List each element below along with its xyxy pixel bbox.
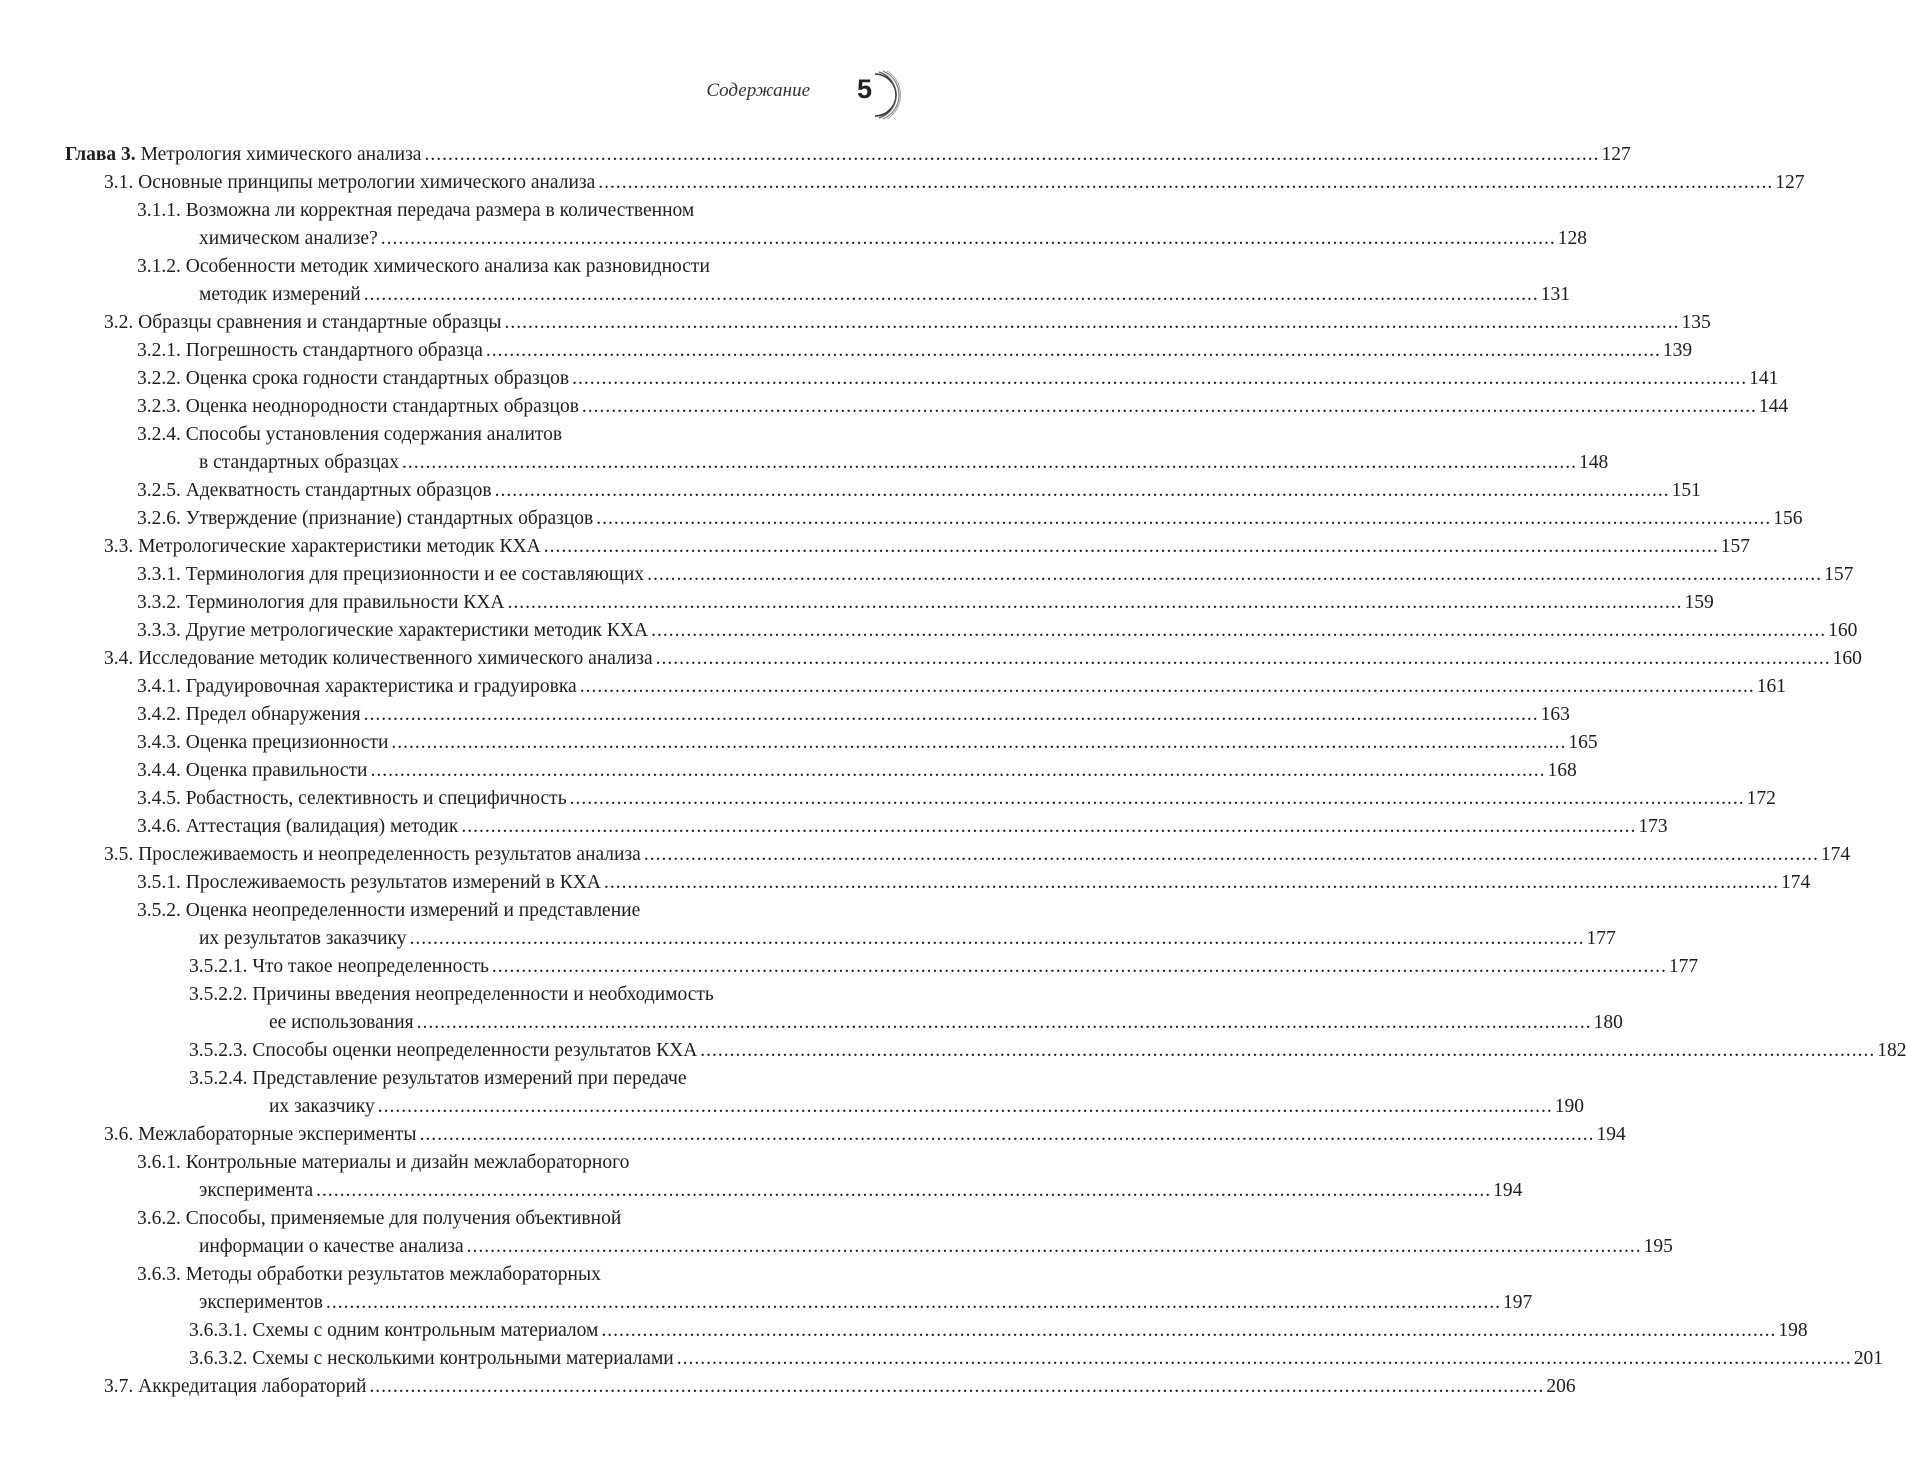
toc-entry-title: 3.4.3. Оценка прецизионности	[137, 732, 389, 753]
toc-entry-line	[199, 1289, 1533, 1317]
toc-entry-line	[189, 953, 1699, 981]
toc-entry-title: 3.6.2. Способы, применяемые для получения объективной	[137, 1208, 622, 1229]
toc-entry-line	[137, 729, 1598, 757]
toc-entry[interactable]	[0, 1345, 1883, 1373]
toc-entry[interactable]	[0, 1009, 1623, 1037]
toc-entry-line	[137, 253, 872, 281]
toc-page-number: 177	[1668, 956, 1699, 977]
toc-entry[interactable]	[0, 505, 1803, 533]
dot-leader: ........................................................................................................................................................................................................	[401, 452, 1577, 473]
toc-entry-title: 3.4.5. Робастность, селективность и специфичность	[137, 788, 567, 809]
toc-entry[interactable]	[0, 673, 1786, 701]
dot-leader: ........................................................................................................................................................................................................	[380, 228, 1556, 249]
toc-entry-line	[199, 449, 1609, 477]
toc-page-number: 127	[1601, 144, 1631, 165]
toc-entry-title: 3.2.1. Погрешность стандартного образца	[137, 340, 483, 361]
running-header	[0, 70, 1000, 120]
toc-entry-title: их заказчику	[269, 1096, 375, 1117]
toc-page-number: 180	[1593, 1012, 1623, 1033]
dot-leader: ........................................................................................................................................................................................................	[377, 1096, 1553, 1117]
dot-leader: ........................................................................................................................................................................................................	[655, 648, 1831, 669]
dot-leader: ........................................................................................................................................................................................................	[603, 872, 1779, 893]
toc-entry[interactable]	[0, 869, 1811, 897]
toc-entry-line	[104, 309, 1711, 337]
toc-entry-line	[137, 393, 1789, 421]
toc-entry-line	[137, 785, 1776, 813]
chapter-title: Метрология химического анализа	[135, 144, 422, 165]
toc-entry[interactable]	[0, 925, 1616, 953]
toc-entry-line	[137, 757, 1577, 785]
toc-page-number: 141	[1749, 368, 1779, 389]
toc-entry[interactable]	[0, 617, 1858, 645]
toc-entry[interactable]	[0, 897, 1000, 925]
toc-page-number: 156	[1773, 508, 1803, 529]
toc-page-number: 144	[1758, 396, 1789, 417]
toc-entry-line	[137, 869, 1811, 897]
toc-entry-title: 3.3.2. Терминология для правильности КХА	[137, 592, 505, 613]
dot-leader: ........................................................................................................................................................................................................	[416, 1012, 1592, 1033]
toc-entry[interactable]	[0, 1121, 1626, 1149]
toc-entry-line	[189, 981, 872, 1009]
toc-page-number: 172	[1746, 788, 1776, 809]
toc-entry-line	[269, 1009, 1623, 1037]
toc-page-number: 177	[1586, 928, 1616, 949]
dot-leader: ........................................................................................................................................................................................................	[579, 676, 1755, 697]
toc-entry[interactable]	[0, 701, 1570, 729]
toc-entry-title: 3.6.3.2. Схемы с несколькими контрольными материалами	[189, 1348, 674, 1369]
toc-entry[interactable]	[0, 981, 1000, 1009]
toc-page-number: 194	[1596, 1124, 1626, 1145]
toc-entry-title: методик измерений	[199, 284, 361, 305]
toc-entry-title: 3.3.1. Терминология для прецизионности и ее составляющих	[137, 564, 645, 585]
toc-entry[interactable]	[0, 477, 1701, 505]
dot-leader: ........................................................................................................................................................................................................	[316, 1180, 1492, 1201]
dot-leader: ........................................................................................................................................................................................................	[491, 956, 1667, 977]
toc-entry-title: 3.6.3.1. Схемы с одним контрольным материалом	[189, 1320, 599, 1341]
toc-entry[interactable]	[0, 225, 1587, 253]
toc-entry-title: экспериментов	[199, 1292, 323, 1313]
toc-entry-title: химическом анализе?	[199, 228, 378, 249]
toc-entry[interactable]	[0, 813, 1668, 841]
toc-entry[interactable]	[0, 393, 1789, 421]
toc-entry-title: 3.4.6. Аттестация (валидация) методик	[137, 816, 459, 837]
dot-leader: ........................................................................................................................................................................................................	[647, 564, 1823, 585]
toc-page-number: 174	[1820, 844, 1851, 865]
toc-entry-line	[137, 561, 1854, 589]
toc-entry[interactable]	[0, 169, 1805, 197]
toc-entry-line	[137, 197, 872, 225]
dot-leader: ........................................................................................................................................................................................................	[363, 284, 1539, 305]
toc-entry-line	[137, 477, 1701, 505]
toc-entry-title: 3.6.3. Методы обработки результатов межлабораторных	[137, 1264, 601, 1285]
toc-entry-title: 3.1.1. Возможна ли корректная передача размера в количественном	[137, 200, 695, 221]
toc-entry-line	[137, 673, 1786, 701]
toc-entry-title: 3.5. Прослеживаемость и неопределенность результатов анализа	[104, 844, 641, 865]
toc-entry-line	[137, 617, 1858, 645]
dot-leader: ........................................................................................................................................................................................................	[601, 1320, 1777, 1341]
toc-entry[interactable]	[0, 1149, 1000, 1177]
toc-page-number: 139	[1662, 340, 1693, 361]
dot-leader: ........................................................................................................................................................................................................	[504, 312, 1680, 333]
toc-entry-title: 3.4.1. Градуировочная характеристика и градуировка	[137, 676, 577, 697]
toc-entry[interactable]	[0, 421, 1000, 449]
toc-entry-title: 3.3.3. Другие метрологические характеристики методик КХА	[137, 620, 649, 641]
toc-page-number: 173	[1638, 816, 1668, 837]
dot-leader: ........................................................................................................................................................................................................	[598, 172, 1774, 193]
toc-entry-title: 3.5.2.3. Способы оценки неопределенности результатов КХА	[189, 1040, 698, 1061]
toc-page-number: 161	[1756, 676, 1786, 697]
toc-page-number: 148	[1578, 452, 1609, 473]
toc-entry-title: 3.2.4. Способы установления содержания аналитов	[137, 424, 563, 445]
toc-entry-line	[137, 589, 1714, 617]
toc-entry-title: 3.2.6. Утверждение (признание) стандартных образцов	[137, 508, 594, 529]
dot-leader: ........................................................................................................................................................................................................	[369, 1376, 1545, 1397]
toc-entry-title: 3.4.4. Оценка правильности	[137, 760, 368, 781]
dot-leader: ........................................................................................................................................................................................................	[700, 1040, 1876, 1061]
toc-entry-line	[137, 701, 1570, 729]
toc-page-number: 206	[1546, 1376, 1576, 1397]
toc-entry-line	[137, 505, 1803, 533]
toc-entry[interactable]	[0, 141, 1631, 169]
toc-page-number: 182	[1877, 1040, 1907, 1061]
toc-entry-title: 3.3. Метрологические характеристики методик КХА	[104, 536, 541, 557]
toc-entry[interactable]	[0, 281, 1570, 309]
dot-leader: ........................................................................................................................................................................................................	[596, 508, 1772, 529]
toc-entry[interactable]	[0, 1373, 1576, 1401]
dot-leader: ........................................................................................................................................................................................................	[643, 844, 1819, 865]
toc-entry-title: 3.1.2. Особенности методик химического анализа как разновидности	[137, 256, 710, 277]
toc-entry[interactable]	[0, 589, 1714, 617]
toc-entry-title: 3.5.2.4. Представление результатов измерений при передаче	[189, 1068, 687, 1089]
page-number: 5	[857, 74, 873, 104]
toc-entry[interactable]	[0, 197, 1000, 225]
toc-entry-line	[137, 813, 1668, 841]
toc-entry-line	[104, 1373, 1576, 1401]
toc-page-number: 128	[1557, 228, 1587, 249]
dot-leader: ........................................................................................................................................................................................................	[325, 1292, 1501, 1313]
toc-entry-title: 3.2.2. Оценка срока годности стандартных образцов	[137, 368, 570, 389]
toc-entry[interactable]	[0, 1093, 1585, 1121]
toc-entry[interactable]	[0, 365, 1779, 393]
toc-page-number: 160	[1832, 648, 1862, 669]
toc-entry-line	[137, 897, 872, 925]
toc-entry[interactable]	[0, 1177, 1523, 1205]
dot-leader: ........................................................................................................................................................................................................	[494, 480, 1670, 501]
dot-leader: ........................................................................................................................................................................................................	[391, 732, 1567, 753]
toc-entry[interactable]	[0, 253, 1000, 281]
toc-page-number: 165	[1568, 732, 1598, 753]
dot-leader: ........................................................................................................................................................................................................	[651, 620, 1827, 641]
dot-leader: ........................................................................................................................................................................................................	[466, 1236, 1642, 1257]
toc-page-number: 201	[1853, 1348, 1883, 1369]
toc-entry[interactable]	[0, 449, 1609, 477]
toc-entry[interactable]	[0, 1261, 1000, 1289]
toc-page-number: 163	[1540, 704, 1570, 725]
toc-entry-line	[189, 1037, 1907, 1065]
toc-entry-title: 3.7. Аккредитация лабораторий	[104, 1376, 367, 1397]
toc-entry-title: 3.2.5. Адекватность стандартных образцов	[137, 480, 492, 501]
toc-entry-title	[65, 141, 421, 169]
toc-entry-line	[269, 1093, 1585, 1121]
toc-entry-line	[137, 421, 872, 449]
toc-entry[interactable]	[0, 337, 1693, 365]
dot-leader: ........................................................................................................................................................................................................	[485, 340, 1661, 361]
toc-entry[interactable]	[0, 1289, 1533, 1317]
toc-entry-line	[104, 1121, 1626, 1149]
toc-entry-title: 3.6.1. Контрольные материалы и дизайн межлабораторного	[137, 1152, 630, 1173]
toc-page-number: 195	[1643, 1236, 1673, 1257]
dot-leader: ........................................................................................................................................................................................................	[419, 1124, 1595, 1145]
dot-leader: ........................................................................................................................................................................................................	[370, 760, 1546, 781]
toc-entry[interactable]	[0, 1233, 1673, 1261]
toc-entry-line	[199, 1233, 1673, 1261]
toc-entry[interactable]	[0, 953, 1699, 981]
toc-entry-title: их результатов заказчику	[199, 928, 407, 949]
toc-entry-line	[199, 281, 1570, 309]
toc-entry[interactable]	[0, 533, 1750, 561]
toc-page-number: 159	[1684, 592, 1714, 613]
toc-entry-line	[199, 225, 1587, 253]
toc-entry-line	[104, 533, 1750, 561]
toc-entry[interactable]	[0, 1317, 1808, 1345]
toc-entry[interactable]	[0, 841, 1851, 869]
page-badge-arcs-icon	[845, 70, 901, 120]
toc-entry[interactable]	[0, 1205, 1000, 1233]
toc-entry-title: информации о качестве анализа	[199, 1236, 464, 1257]
toc-entry-line	[199, 1177, 1523, 1205]
dot-leader: ........................................................................................................................................................................................................	[507, 592, 1683, 613]
toc-entry-title: 3.2.3. Оценка неоднородности стандартных образцов	[137, 396, 579, 417]
toc-page-number: 160	[1828, 620, 1858, 641]
toc-entry-line	[189, 1065, 872, 1093]
toc-entry-title: 3.5.1. Прослеживаемость результатов измерений в КХА	[137, 872, 601, 893]
toc-entry-title: 3.1. Основные принципы метрологии химического анализа	[104, 172, 596, 193]
toc-entry-line	[199, 925, 1616, 953]
toc-entry[interactable]	[0, 1065, 1000, 1093]
toc-entry[interactable]	[0, 1037, 1907, 1065]
toc-entry[interactable]	[0, 309, 1711, 337]
toc-entry-line	[104, 169, 1805, 197]
toc-entry-title: 3.5.2.1. Что такое неопределенность	[189, 956, 489, 977]
toc-page-number: 194	[1493, 1180, 1523, 1201]
toc-entry-line	[137, 1261, 872, 1289]
dot-leader: ........................................................................................................................................................................................................	[581, 396, 1757, 417]
toc-entry-title: в стандартных образцах	[199, 452, 399, 473]
dot-leader: ........................................................................................................................................................................................................	[424, 144, 1600, 165]
toc-entry-line	[137, 1205, 872, 1233]
toc-page-number: 127	[1775, 172, 1805, 193]
chapter-label: Глава 3.	[65, 144, 136, 165]
toc-entry-line	[137, 1149, 872, 1177]
toc-entry[interactable]	[0, 645, 1862, 673]
toc-entry[interactable]	[0, 757, 1577, 785]
toc-entry-title: ее использования	[269, 1012, 414, 1033]
table-of-contents	[0, 141, 1907, 1401]
toc-page-number: 135	[1681, 312, 1711, 333]
header-title: Содержание	[706, 80, 810, 101]
toc-page-number: 198	[1778, 1320, 1808, 1341]
toc-entry-title: 3.6. Межлабораторные эксперименты	[104, 1124, 417, 1145]
toc-page-number: 157	[1824, 564, 1854, 585]
dot-leader: ........................................................................................................................................................................................................	[572, 368, 1748, 389]
toc-entry-line	[189, 1345, 1883, 1373]
toc-entry[interactable]	[0, 561, 1854, 589]
toc-entry-title: 3.4.2. Предел обнаружения	[137, 704, 361, 725]
toc-page-number: 131	[1540, 284, 1570, 305]
toc-entry-line	[104, 841, 1851, 869]
dot-leader: ........................................................................................................................................................................................................	[409, 928, 1585, 949]
dot-leader: ........................................................................................................................................................................................................	[461, 816, 1637, 837]
toc-entry-line	[189, 1317, 1808, 1345]
toc-page-number: 190	[1554, 1096, 1585, 1117]
dot-leader: ........................................................................................................................................................................................................	[543, 536, 1719, 557]
toc-entry-line	[104, 645, 1862, 673]
toc-entry-title: 3.5.2.2. Причины введения неопределенности и необходимость	[189, 984, 714, 1005]
toc-page-number: 168	[1547, 760, 1577, 781]
toc-entry[interactable]	[0, 729, 1598, 757]
toc-page-number: 174	[1780, 872, 1811, 893]
page-number-badge	[845, 70, 901, 120]
toc-entry-line	[137, 337, 1693, 365]
toc-entry-title: 3.2. Образцы сравнения и стандартные образцы	[104, 312, 502, 333]
toc-entry[interactable]	[0, 785, 1776, 813]
toc-entry-title: эксперимента	[199, 1180, 314, 1201]
toc-entry-title: 3.5.2. Оценка неопределенности измерений и представление	[137, 900, 641, 921]
dot-leader: ........................................................................................................................................................................................................	[363, 704, 1539, 725]
dot-leader: ........................................................................................................................................................................................................	[569, 788, 1745, 809]
toc-page-number: 151	[1671, 480, 1701, 501]
toc-entry-line	[65, 141, 1631, 169]
toc-page-number: 197	[1502, 1292, 1533, 1313]
toc-entry-line	[137, 365, 1779, 393]
toc-entry-title: 3.4. Исследование методик количественного химического анализа	[104, 648, 653, 669]
dot-leader: ........................................................................................................................................................................................................	[676, 1348, 1852, 1369]
toc-page-number: 157	[1720, 536, 1750, 557]
